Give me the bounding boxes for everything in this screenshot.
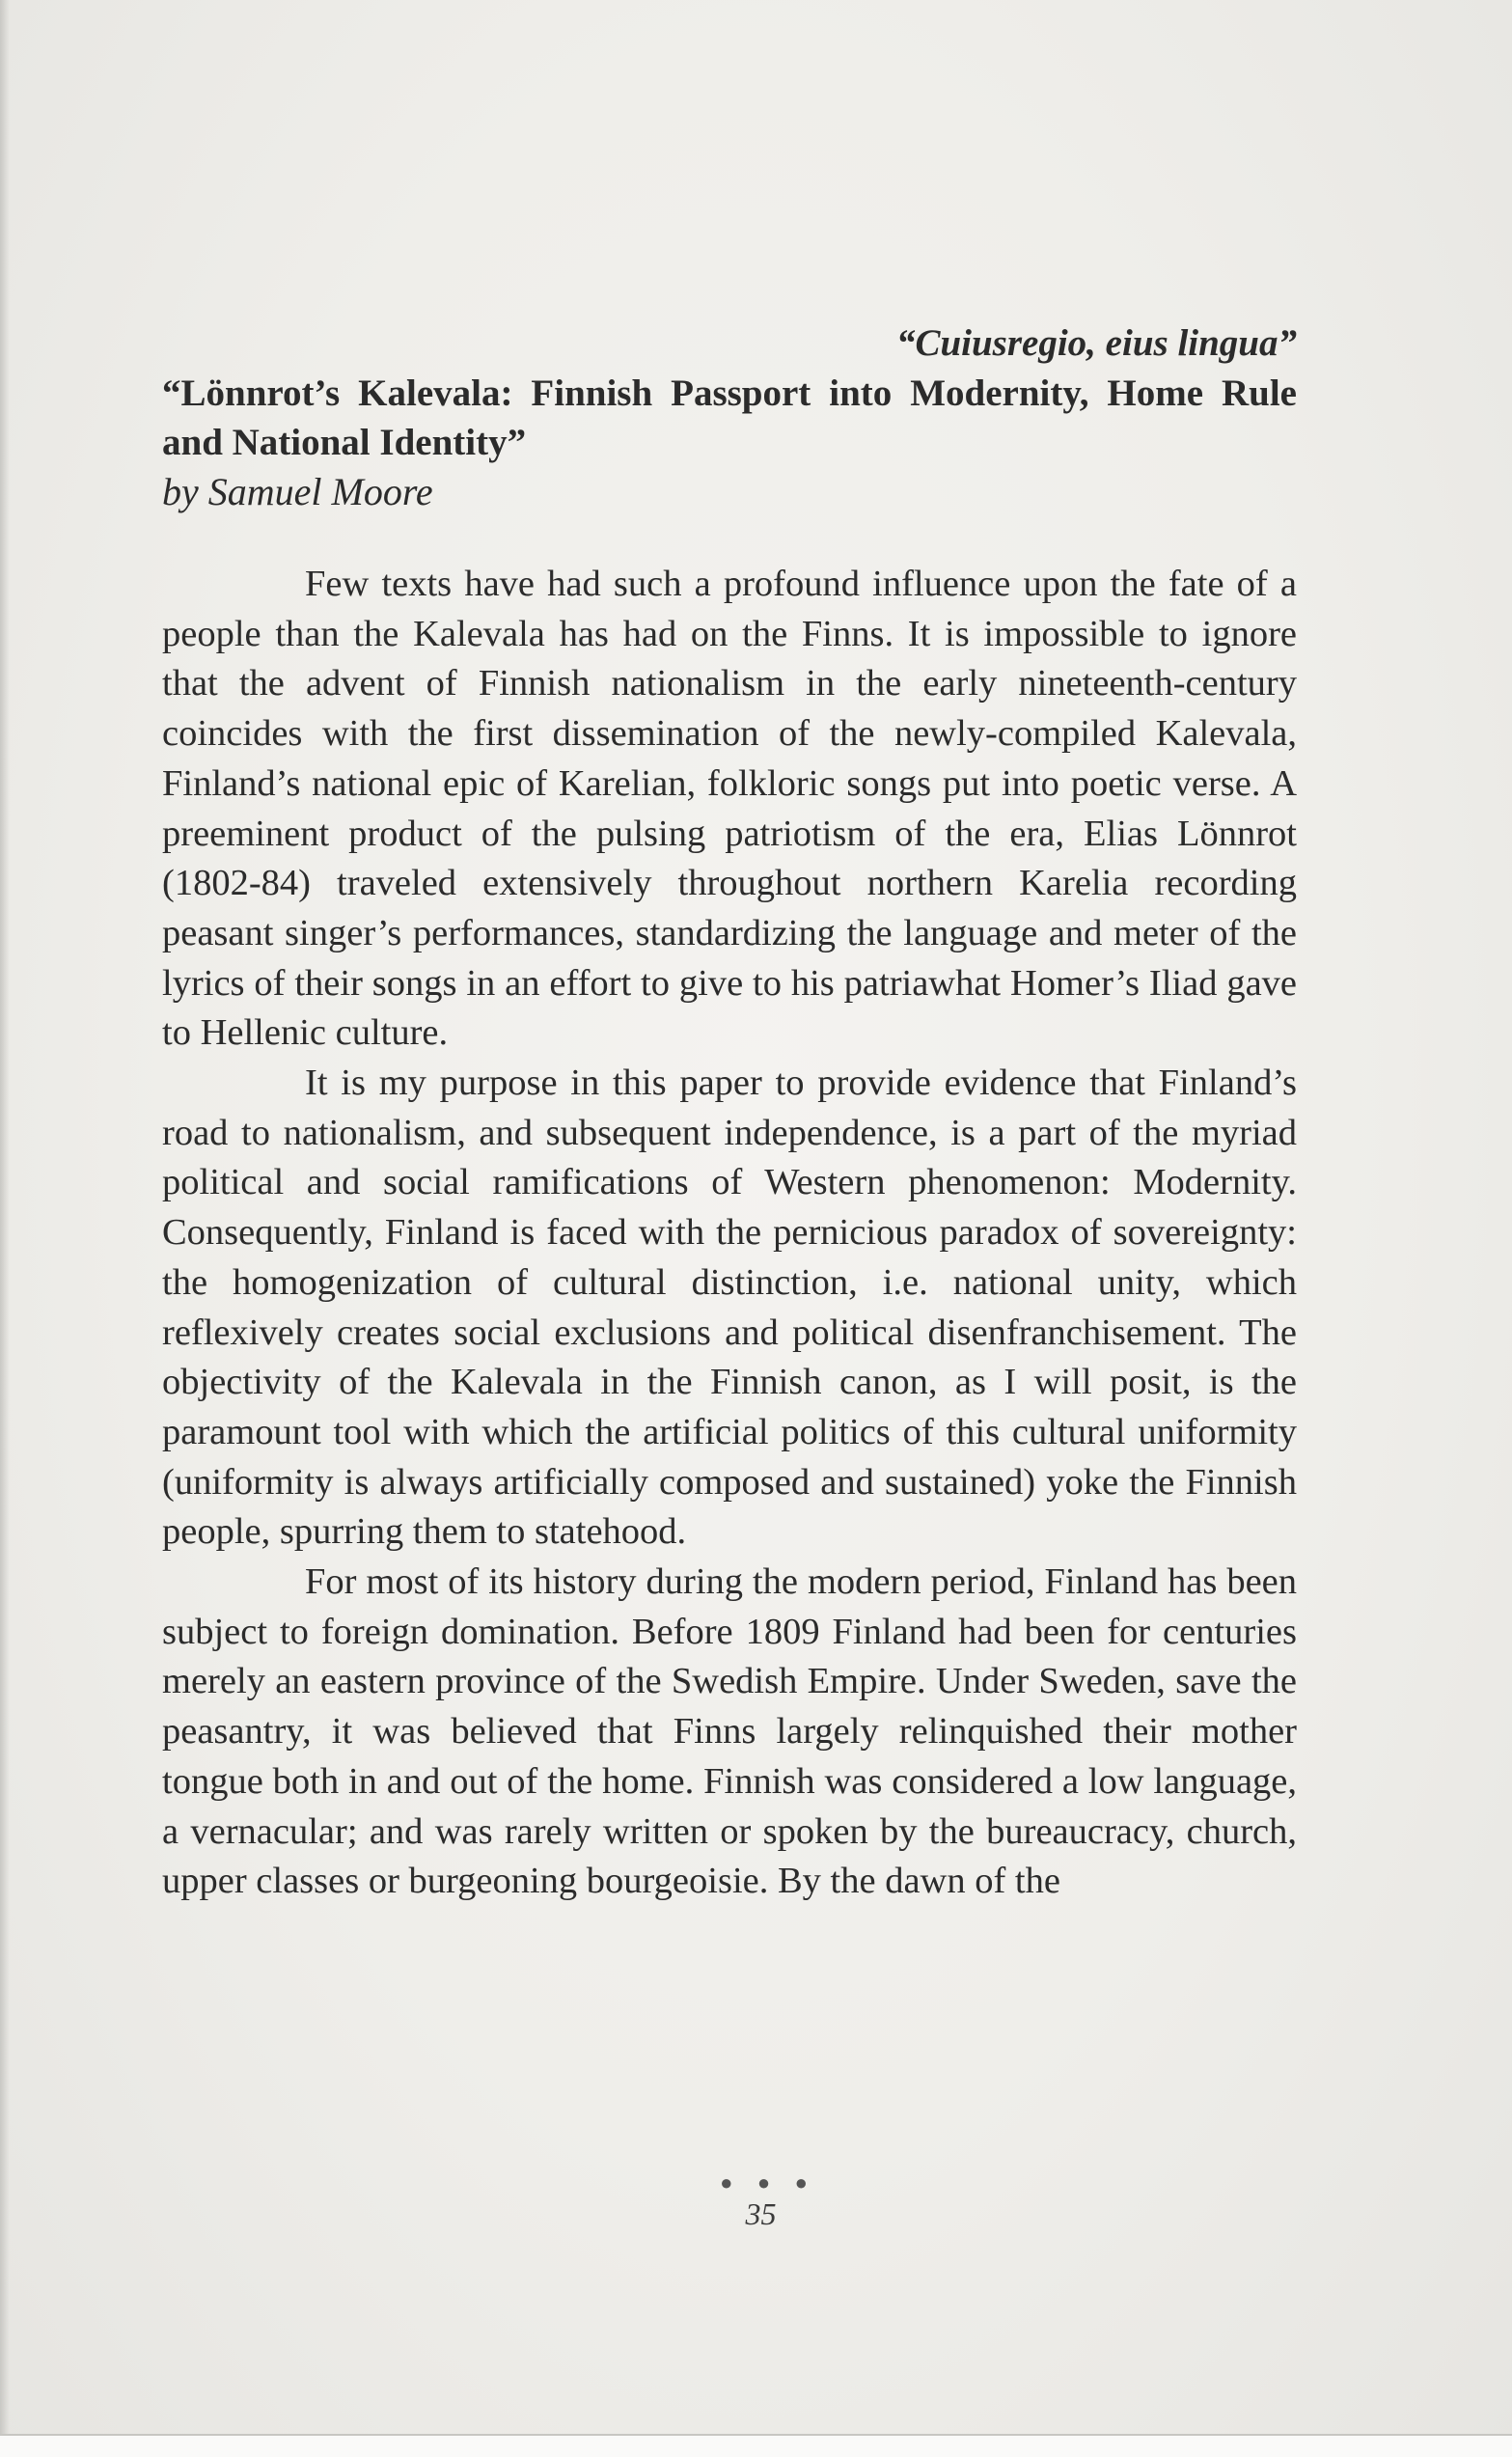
page-footer	[0, 2169, 1512, 2231]
paragraph-3: For most of its history during the modern period, Finland has been subject to foreign domination. Before 1809 Finland had been for centuries merely an eastern province of the Swedish Empire. Under Sweden, save the peasantry, it was believed that Finns largely relinquished their mother tongue both in and out of the home. Finnish was considered a low language, a vernacular; and was rarely written or spoken by the bureaucracy, church, upper classes or burgeoning bourgeoisie. By the dawn of the	[162, 1561, 1297, 1902]
article-body	[162, 318, 1297, 1907]
paragraph-1: Few texts have had such a profound influence upon the fate of a people than the Kalevala has had on the Finns. It is impossible to ignore that the advent of Finnish nationalism in the early nineteenth-century coincides with the first dissemination of the newly-compiled Kalevala, Finland’s national epic of Karelian, folkloric songs put into poetic verse. A preeminent product of the pulsing patriotism of the era, Elias Lönnrot (1802-84) traveled extensively throughout northern Karelia recording peasant singer’s performances, standardizing the language and meter of the lyrics of their songs in an effort to give to his patriawhat Homer’s Iliad gave to Hellenic culture.	[162, 564, 1297, 1054]
article-title: “Lönnrot’s Kalevala: Finnish Passport into Modernity, Home Rule and National Identity”	[162, 373, 1297, 463]
paragraph-2: It is my purpose in this paper to provide evidence that Finland’s road to nationalism, and subsequent independence, is a part of the myriad political and social ramifications of Western phenomenon: Modernity. Consequently, Finland is faced with the pernicious paradox of sovereignty: the homogenization of cultural distinction, i.e. national unity, which reflexively creates social exclusions and political disenfranchisement. The objectivity of the Kalevala in the Finnish canon, as I will posit, is the paramount tool with which the artificial politics of this cultural uniformity (uniformity is always artificially composed and sustained) yoke the Finnish people, spurring them to statehood.	[162, 1063, 1297, 1553]
page-bottom-edge	[0, 2434, 1512, 2457]
author-byline: by Samuel Moore	[162, 470, 433, 513]
footer-ornament: ● ● ●	[720, 2170, 817, 2195]
page-number: 35	[745, 2196, 777, 2231]
epigraph: “Cuiusregio, eius lingua”	[895, 322, 1297, 364]
page-edge-shadow	[0, 0, 10, 2457]
